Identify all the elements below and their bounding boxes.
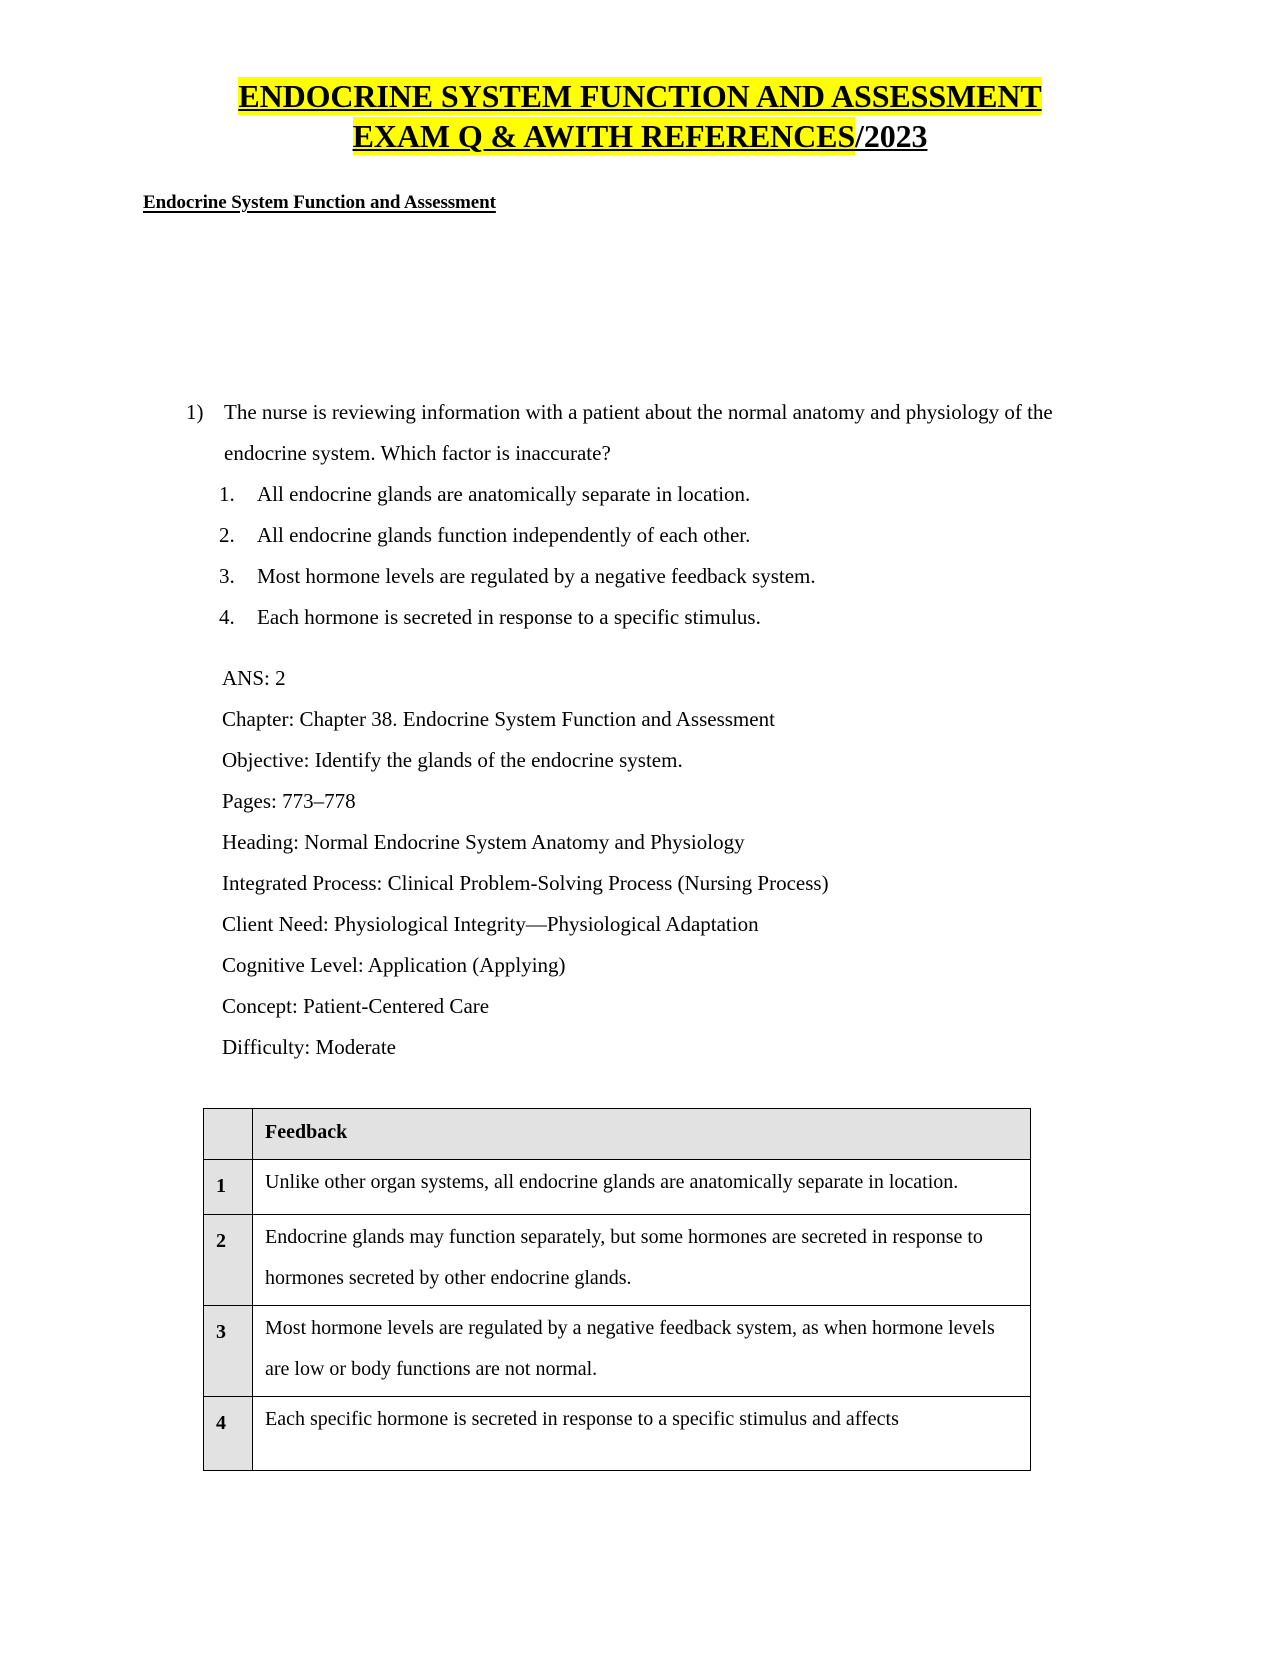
metadata-pages: Pages: 773–778 xyxy=(222,789,356,813)
page-title-line1: ENDOCRINE SYSTEM FUNCTION AND ASSESSMENT xyxy=(238,78,1042,114)
metadata-answer: ANS: 2 xyxy=(222,666,286,690)
answer-option-number: 1. xyxy=(219,482,235,506)
metadata-integrated-process: Integrated Process: Clinical Problem-Solving Process (Nursing Process) xyxy=(222,871,829,895)
answer-option-number: 2. xyxy=(219,523,235,547)
feedback-row-text: Unlike other organ systems, all endocrine glands are anatomically separate in location. xyxy=(253,1160,1031,1215)
feedback-table xyxy=(203,1108,1031,1471)
table-header-row xyxy=(204,1109,1031,1160)
answer-option-text: Each hormone is secreted in response to a specific stimulus. xyxy=(257,605,761,629)
section-heading: Endocrine System Function and Assessment xyxy=(143,192,496,213)
answer-option[interactable] xyxy=(219,597,1116,638)
page-title-line2 xyxy=(150,116,1130,156)
feedback-table-wrapper xyxy=(203,1108,1031,1471)
feedback-row-text: Each specific hormone is secreted in response to a specific stimulus and affects xyxy=(253,1397,1031,1471)
table-row xyxy=(204,1397,1031,1471)
table-row xyxy=(204,1160,1031,1215)
question-stem-row xyxy=(186,392,1116,474)
answer-options-list xyxy=(186,474,1116,638)
feedback-row-number: 2 xyxy=(204,1215,253,1306)
answer-option-text: All endocrine glands are anatomically separate in location. xyxy=(257,482,751,506)
page-title xyxy=(150,76,1130,156)
answer-option[interactable] xyxy=(219,556,1116,597)
table-row xyxy=(204,1306,1031,1397)
feedback-row-number: 4 xyxy=(204,1397,253,1471)
answer-metadata-block xyxy=(222,658,1102,1068)
feedback-row-text: Most hormone levels are regulated by a negative feedback system, as when hormone levels are low or body functions are not normal. xyxy=(253,1306,1031,1397)
feedback-row-text: Endocrine glands may function separately, but some hormones are secreted in response to hormones secreted by other endocrine glands. xyxy=(253,1215,1031,1306)
metadata-heading: Heading: Normal Endocrine System Anatomy and Physiology xyxy=(222,830,745,854)
metadata-client-need: Client Need: Physiological Integrity—Physiological Adaptation xyxy=(222,912,759,936)
feedback-table-header-blank xyxy=(204,1109,253,1160)
answer-option[interactable] xyxy=(219,515,1116,556)
answer-option-text: Most hormone levels are regulated by a negative feedback system. xyxy=(257,564,816,588)
question-stem: The nurse is reviewing information with a patient about the normal anatomy and physiology of the endocrine system. Which factor is inaccurate? xyxy=(224,400,1053,465)
metadata-concept: Concept: Patient-Centered Care xyxy=(222,994,490,1018)
metadata-chapter: Chapter: Chapter 38. Endocrine System Function and Assessment xyxy=(222,707,775,731)
answer-option-number: 3. xyxy=(219,564,235,588)
feedback-row-number: 1 xyxy=(204,1160,253,1215)
feedback-row-number: 3 xyxy=(204,1306,253,1397)
page-title-line2-tail: /2023 xyxy=(855,118,928,154)
answer-option-text: All endocrine glands function independently of each other. xyxy=(257,523,751,547)
question-number: 1) xyxy=(186,400,204,424)
feedback-table-header-label: Feedback xyxy=(253,1109,1031,1160)
metadata-objective: Objective: Identify the glands of the endocrine system. xyxy=(222,748,683,772)
question-block xyxy=(186,392,1116,638)
metadata-difficulty: Difficulty: Moderate xyxy=(222,1035,396,1059)
page-title-line2-highlighted: EXAM Q & AWITH REFERENCES xyxy=(352,118,856,154)
answer-option[interactable] xyxy=(219,474,1116,515)
table-row xyxy=(204,1215,1031,1306)
metadata-cognitive-level: Cognitive Level: Application (Applying) xyxy=(222,953,566,977)
answer-option-number: 4. xyxy=(219,605,235,629)
